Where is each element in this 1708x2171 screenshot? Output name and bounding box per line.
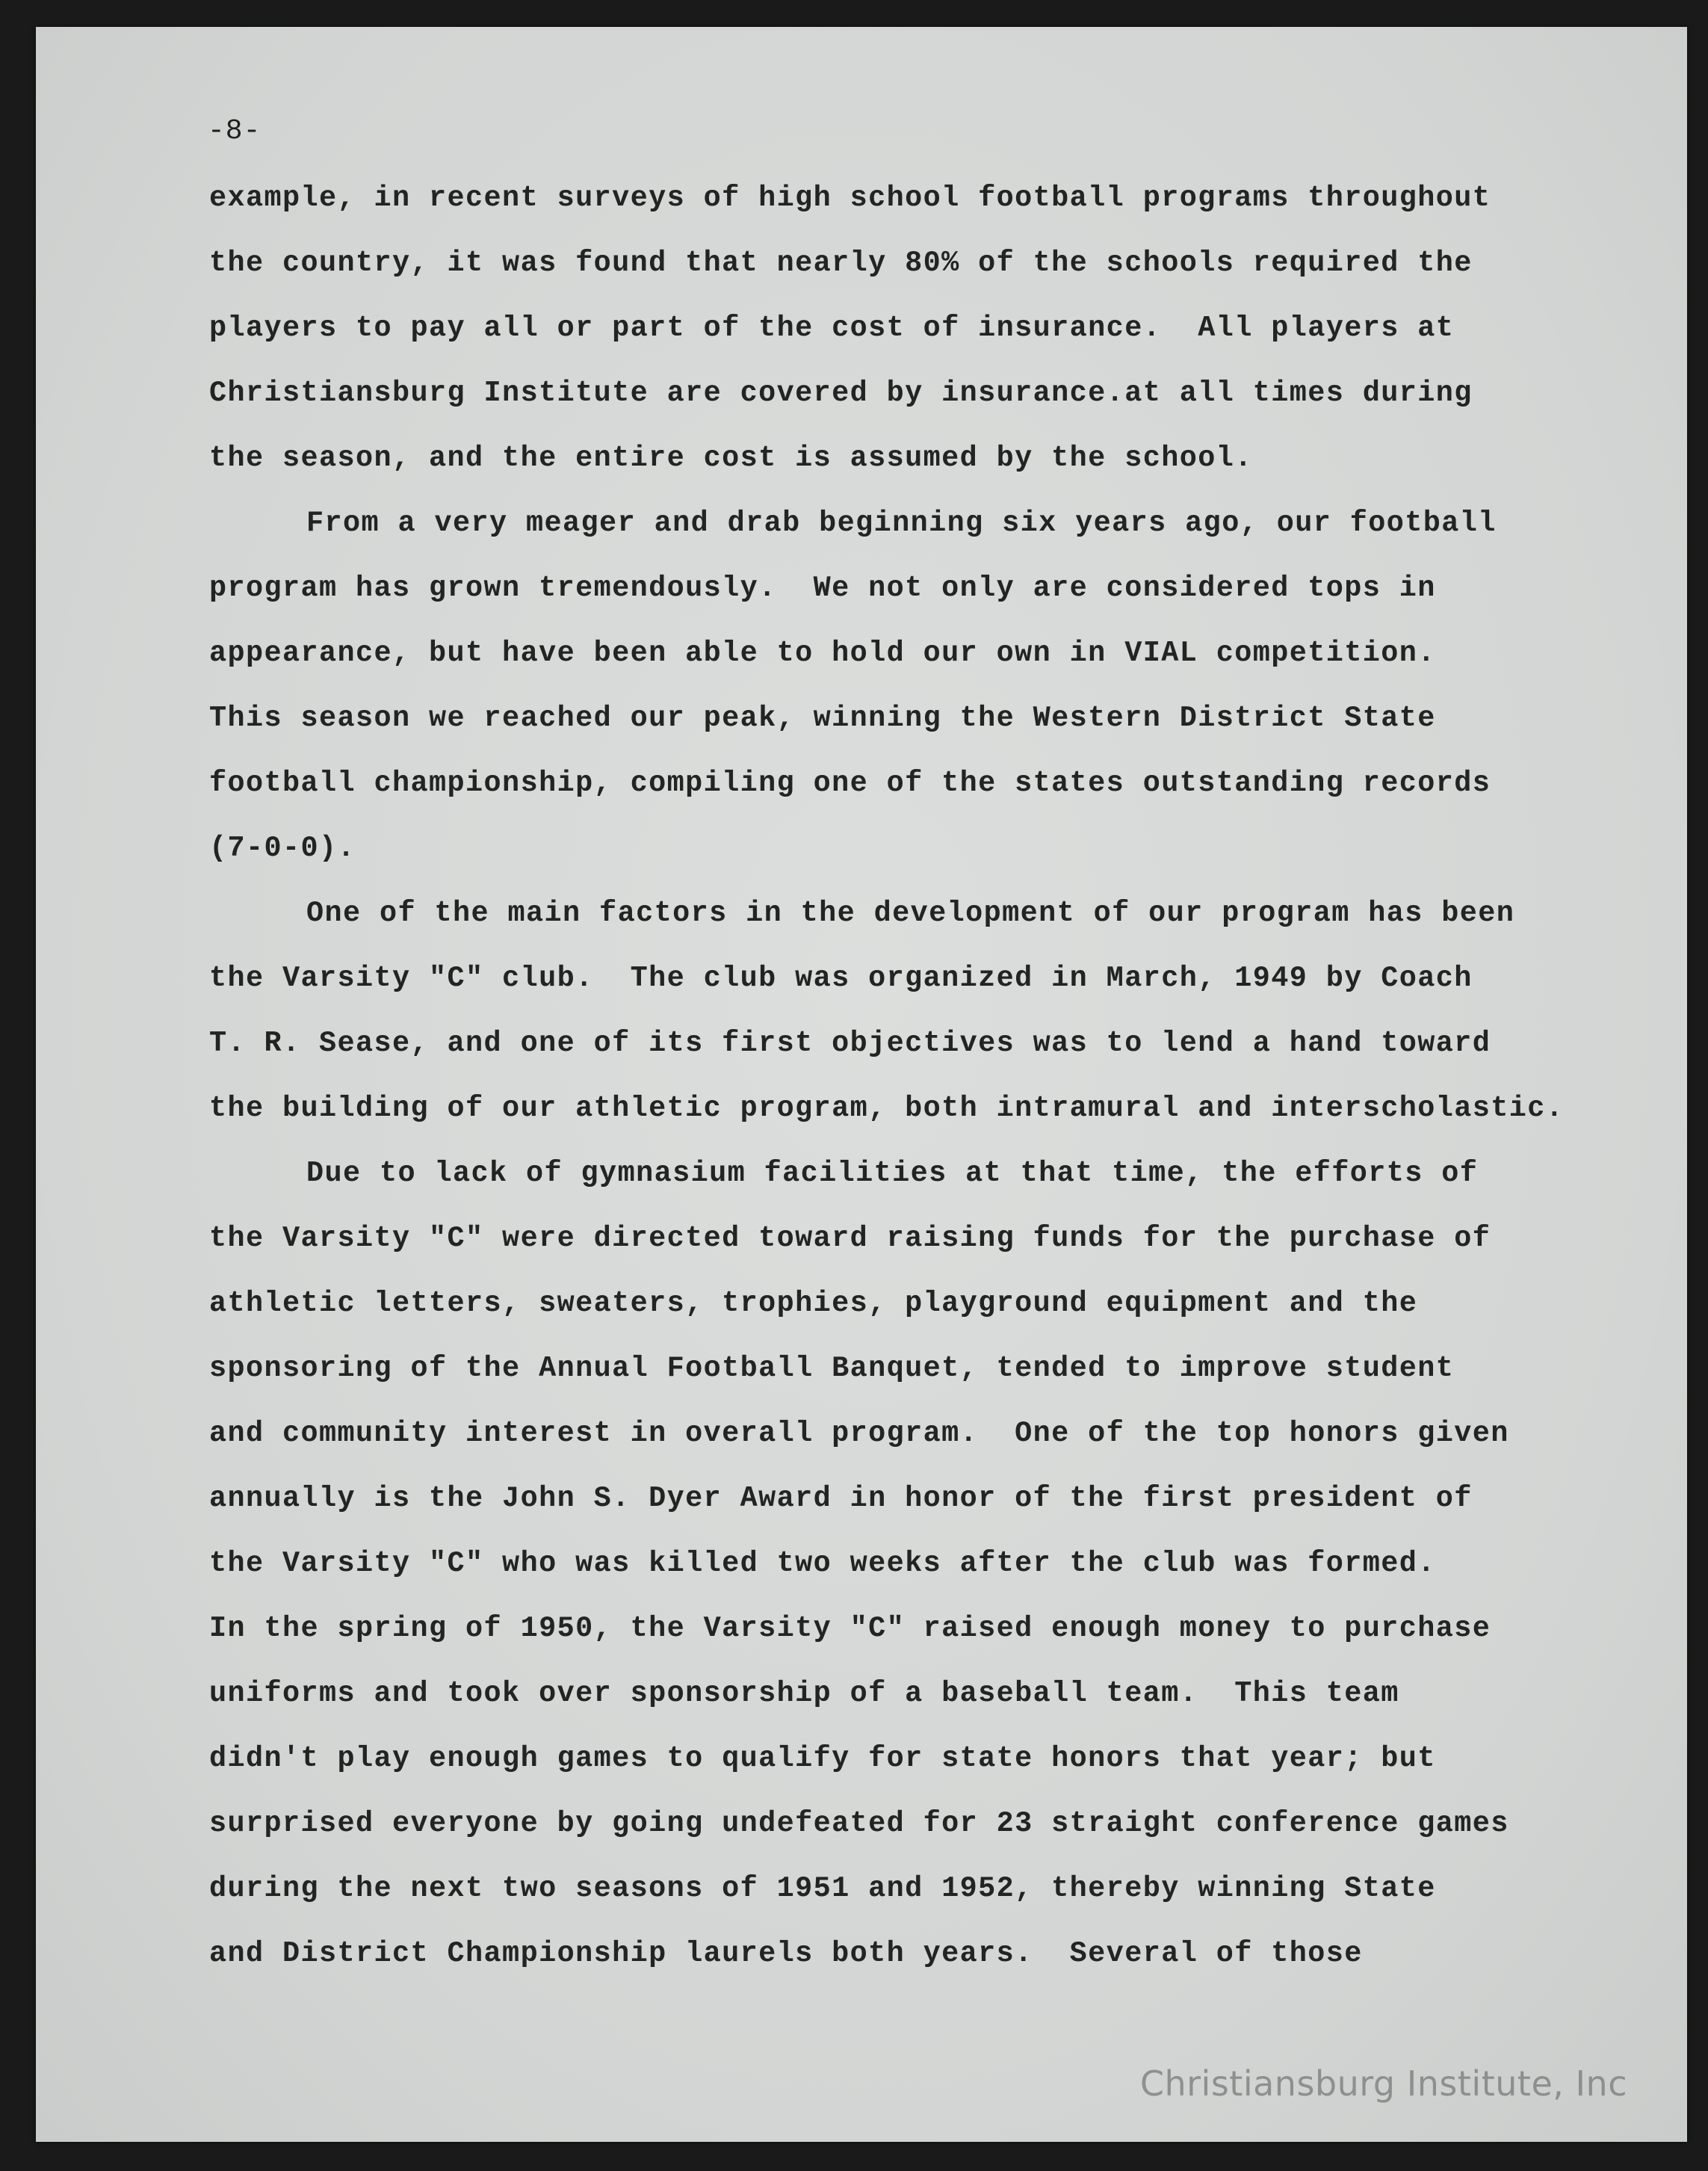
text-line: the Varsity "C" club. The club was organized in March, 1949 by Coach (209, 962, 1473, 995)
text-line: In the spring of 1950, the Varsity "C" raised enough money to purchase (209, 1612, 1491, 1645)
text-line: This season we reached our peak, winning the Western District State (209, 702, 1436, 735)
text-line: didn't play enough games to qualify for state honors that year; but (209, 1742, 1436, 1775)
text-line: during the next two seasons of 1951 and 1952, thereby winning State (209, 1872, 1436, 1905)
text-line: athletic letters, sweaters, trophies, playground equipment and the (209, 1287, 1418, 1320)
page-number: -8- (208, 115, 262, 147)
text-line: From a very meager and drab beginning six years ago, our football (306, 507, 1497, 540)
text-line: players to pay all or part of the cost of insurance. All players at (209, 312, 1455, 345)
text-line: football championship, compiling one of the states outstanding records (209, 767, 1491, 800)
text-line: One of the main factors in the development of our program has been (306, 897, 1515, 930)
watermark: Christiansburg Institute, Inc (1139, 2063, 1627, 2104)
text-line: the Varsity "C" were directed toward raising funds for the purchase of (209, 1222, 1491, 1255)
text-line: (7-0-0). (209, 832, 356, 865)
text-line: Christiansburg Institute are covered by insurance.at all times during (209, 377, 1473, 410)
text-line: appearance, but have been able to hold our own in VIAL competition. (209, 637, 1436, 670)
text-line: example, in recent surveys of high school football programs throughout (209, 182, 1491, 214)
text-line: surprised everyone by going undefeated for 23 straight conference games (209, 1807, 1509, 1840)
text-line: the building of our athletic program, both intramural and interscholastic. (209, 1092, 1565, 1125)
text-line: the country, it was found that nearly 80% of the schools required the (209, 247, 1473, 280)
text-line: Due to lack of gymnasium facilities at that time, the efforts of (306, 1157, 1479, 1190)
text-line: and District Championship laurels both years. Several of those (209, 1937, 1363, 1970)
text-line: uniforms and took over sponsorship of a baseball team. This team (209, 1677, 1399, 1710)
text-line: the season, and the entire cost is assumed by the school. (209, 442, 1253, 475)
text-line: annually is the John S. Dyer Award in honor of the first president of (209, 1482, 1473, 1515)
text-line: T. R. Sease, and one of its first objectives was to lend a hand toward (209, 1027, 1491, 1060)
text-line: program has grown tremendously. We not only are considered tops in (209, 572, 1436, 605)
text-line: the Varsity "C" who was killed two weeks after the club was formed. (209, 1547, 1436, 1580)
typed-page (36, 27, 1687, 2142)
text-line: sponsoring of the Annual Football Banquet, tended to improve student (209, 1352, 1455, 1385)
text-line: and community interest in overall program. One of the top honors given (209, 1417, 1509, 1450)
